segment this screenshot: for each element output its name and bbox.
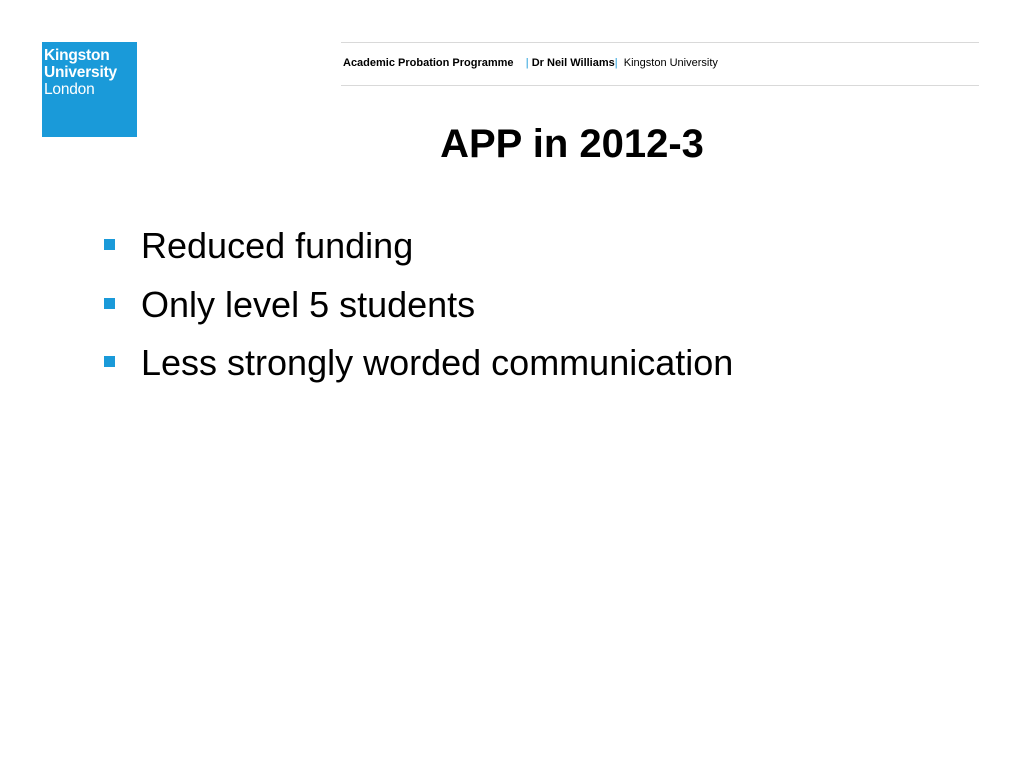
logo-line-kingston: Kingston xyxy=(44,47,110,64)
slide-header xyxy=(343,57,718,70)
logo-line-london: London xyxy=(44,81,95,98)
square-bullet-icon xyxy=(104,239,115,250)
header-bottom-divider xyxy=(341,85,979,86)
header-institution: Kingston University xyxy=(623,57,718,69)
header-presenter: Dr Neil Williams xyxy=(531,57,615,69)
bullet-text: Less strongly worded communication xyxy=(141,342,734,383)
bullet-text: Only level 5 students xyxy=(141,283,476,325)
square-bullet-icon xyxy=(104,356,115,367)
bullet-text: Reduced funding xyxy=(141,225,414,266)
header-separator: | xyxy=(614,57,618,69)
header-top-divider xyxy=(341,42,979,43)
header-programme: Academic Probation Programme xyxy=(343,57,514,69)
kingston-university-logo xyxy=(42,42,137,137)
logo-line-university: University xyxy=(44,64,117,81)
square-bullet-icon xyxy=(104,298,115,309)
slide-title: APP in 2012-3 xyxy=(440,122,704,166)
header-separator: | xyxy=(525,57,529,69)
